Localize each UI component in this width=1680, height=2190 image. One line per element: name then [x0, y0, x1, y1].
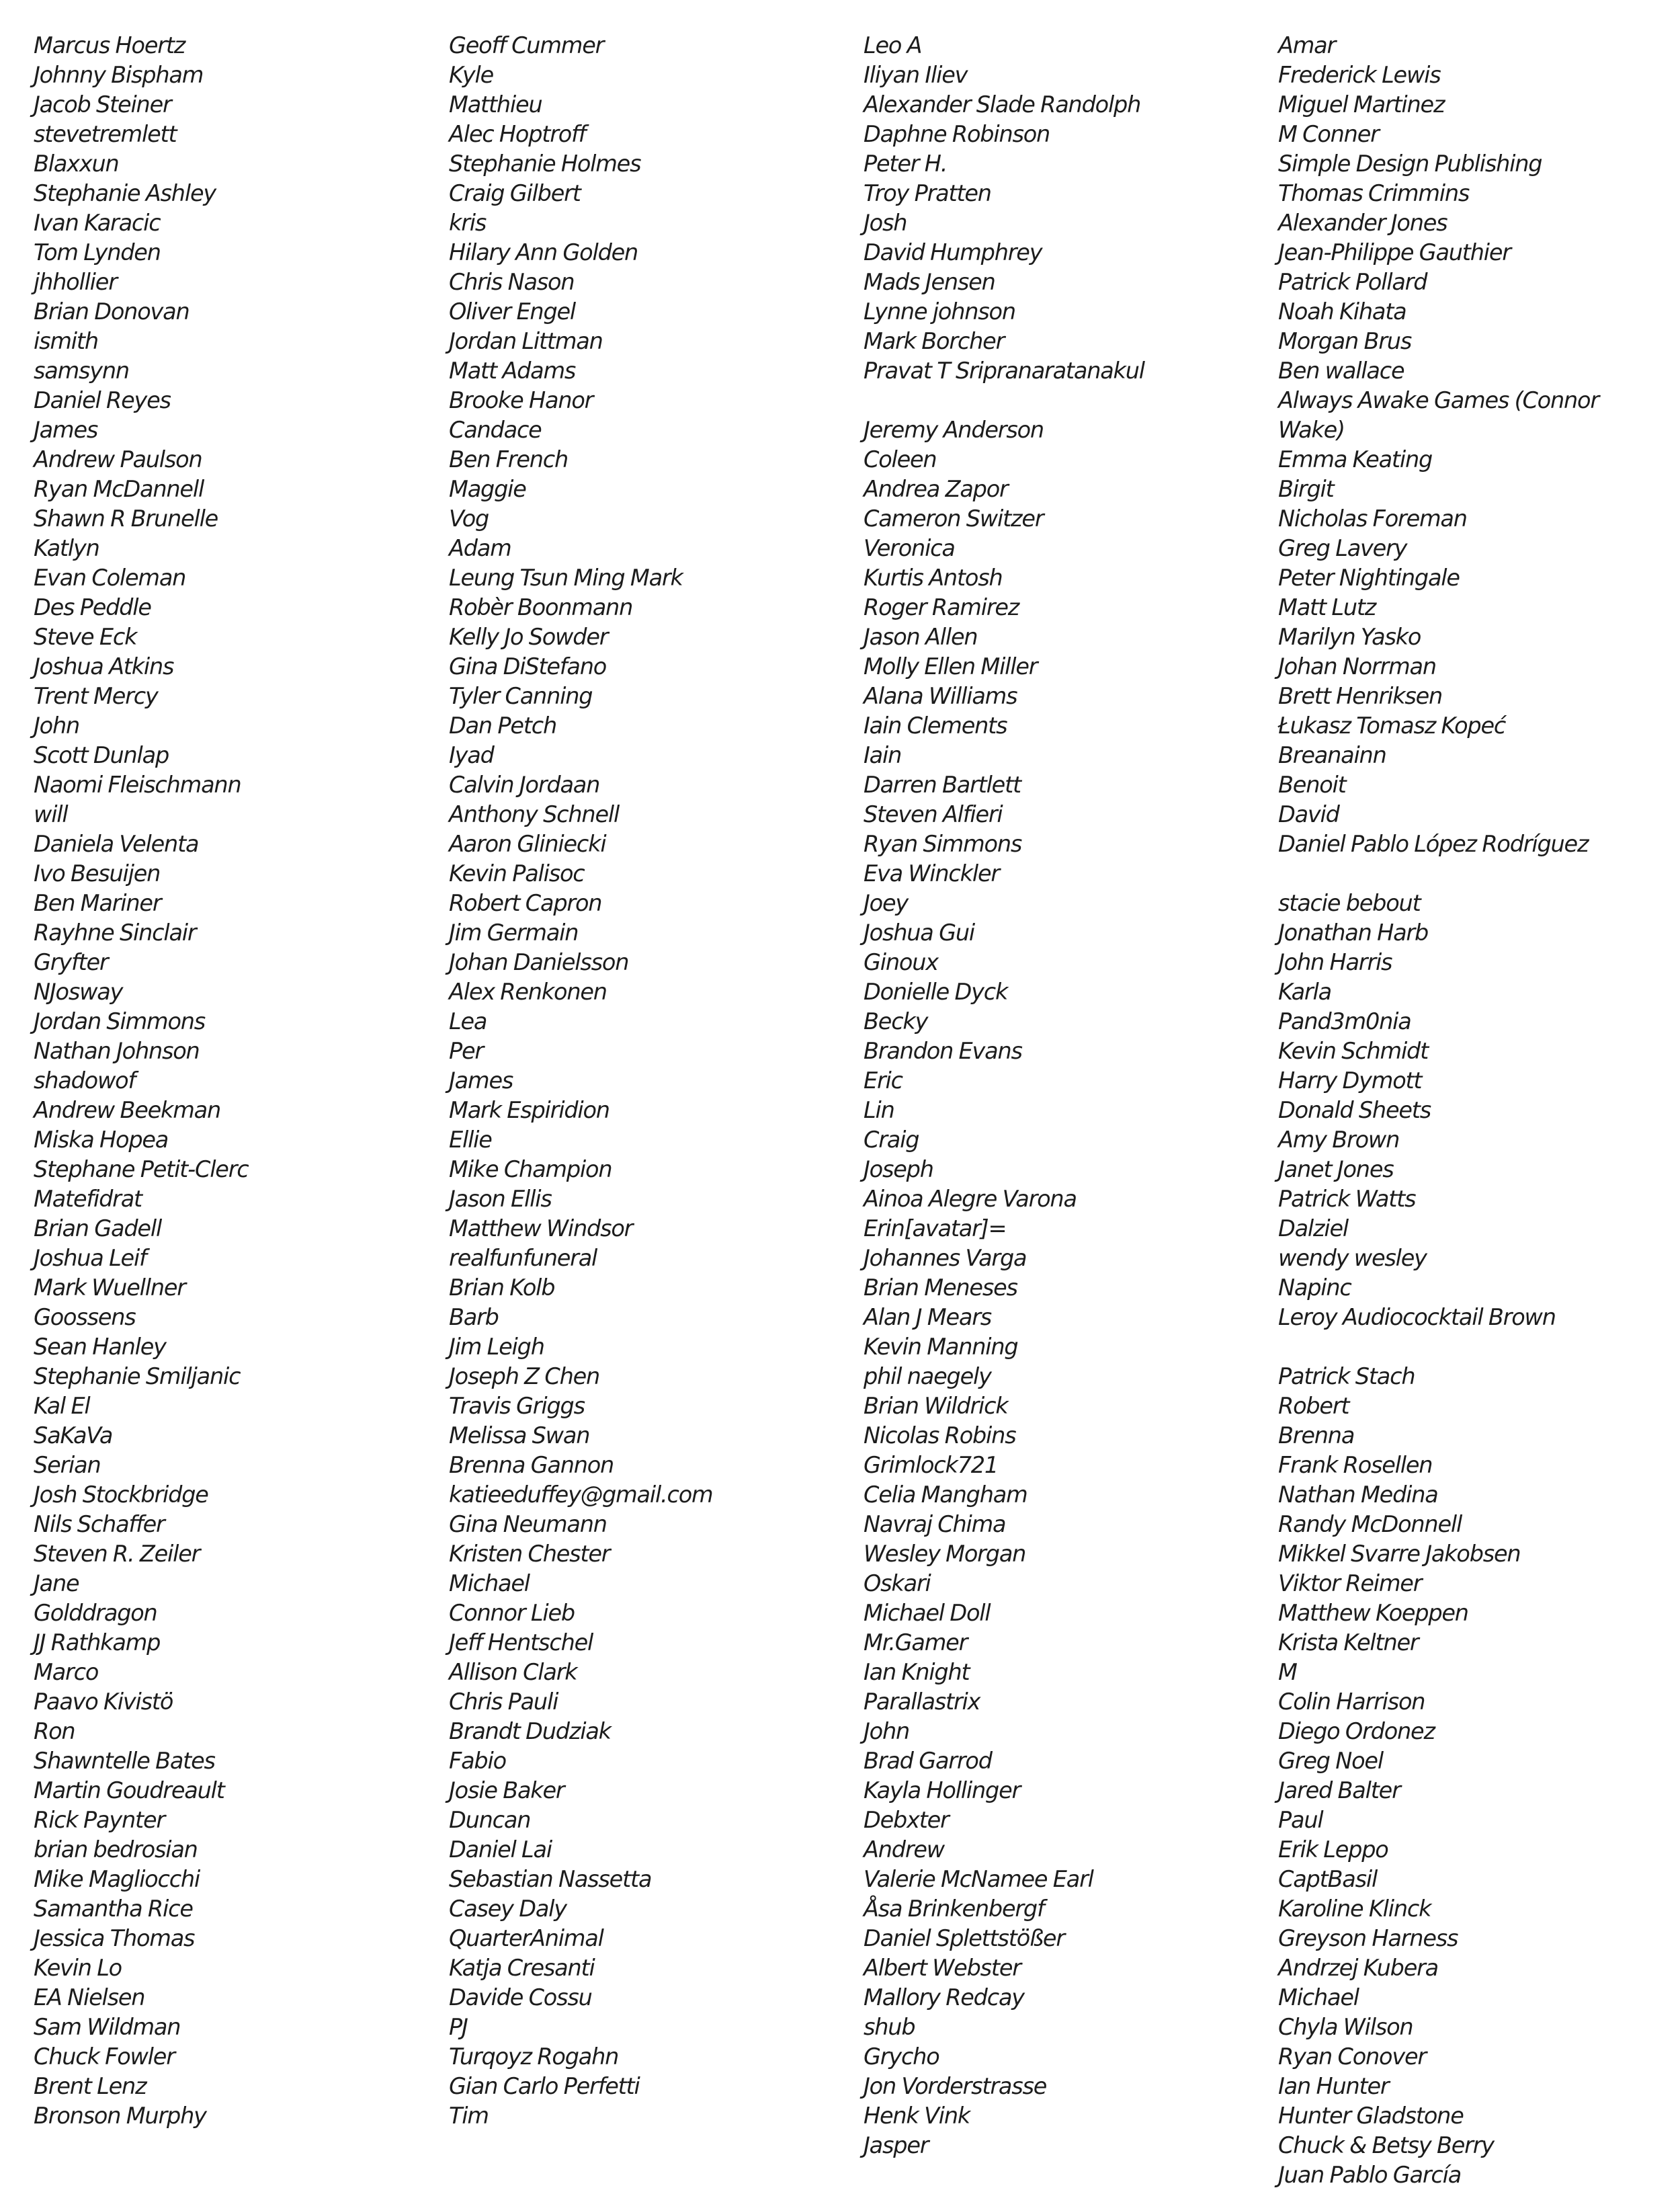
backer-name: Alexander Jones — [1278, 210, 1447, 236]
backer-name: Jeff Hentschel — [449, 1629, 593, 1656]
backer-name: Andrea Zapor — [864, 476, 1008, 502]
backer-name: Stephanie Ashley — [34, 180, 216, 206]
backer-name: Leo A — [864, 32, 922, 58]
backer-name: David — [1278, 801, 1339, 827]
backer-name: will — [34, 801, 68, 827]
backer-name: Breanainn — [1278, 742, 1386, 768]
backer-name: Rayhne Sinclair — [34, 920, 196, 946]
backer-name: Dan Petch — [449, 713, 557, 739]
backer-name: Nicholas Foreman — [1278, 505, 1467, 532]
backer-name: Viktor Reimer — [1278, 1570, 1422, 1596]
backer-name: Tom Lynden — [34, 239, 161, 266]
backer-name: John Harris — [1278, 949, 1392, 975]
backer-name: Marilyn Yasko — [1278, 624, 1421, 650]
backer-name: James — [449, 1067, 513, 1094]
backer-name: Kurtis Antosh — [864, 565, 1003, 591]
backer-name: Geoff Cummer — [449, 32, 604, 58]
backer-name: Karla — [1278, 979, 1331, 1005]
backer-name: JJ Rathkamp — [34, 1629, 161, 1656]
backer-name: Lynne johnson — [864, 298, 1015, 325]
backer-name: Jim Germain — [449, 920, 579, 946]
backer-name: Marcus Hoertz — [34, 32, 185, 58]
backer-name: Candace — [449, 417, 542, 443]
backer-name: Matthieu — [449, 91, 542, 118]
backer-name: Jacob Steiner — [34, 91, 171, 118]
backer-name: Tim — [449, 2103, 489, 2129]
backer-name: Oliver Engel — [449, 298, 576, 325]
backer-name: Jane — [34, 1570, 79, 1596]
backer-name: Duncan — [449, 1807, 531, 1833]
backer-name: Iliyan Iliev — [864, 62, 968, 88]
backer-name: Travis Griggs — [449, 1393, 585, 1419]
backer-name: Alan J Mears — [864, 1304, 992, 1330]
backer-name: Janet Jones — [1278, 1156, 1394, 1182]
backer-name: Brooke Hanor — [449, 387, 593, 413]
backer-name: Jasper — [864, 2132, 929, 2158]
backer-name: Robert Capron — [449, 890, 602, 916]
name-column-2 — [449, 31, 825, 2131]
backer-name: Jon Vorderstrasse — [864, 2073, 1047, 2099]
backer-name: Pravat T Sripranaratanakul — [864, 358, 1144, 384]
backer-name: Leung Tsun Ming Mark — [449, 565, 683, 591]
backer-name: Troy Pratten — [864, 180, 991, 206]
backer-name: Calvin Jordaan — [449, 772, 600, 798]
backer-name: Ivo Besuijen — [34, 860, 161, 887]
backer-name: Iain — [864, 742, 902, 768]
backer-name: Gina Neumann — [449, 1511, 607, 1537]
backer-name: PJ — [449, 2014, 468, 2040]
backer-name: CaptBasil — [1278, 1866, 1378, 1892]
backer-name: Joseph — [864, 1156, 933, 1182]
backer-name: Mike Magliocchi — [34, 1866, 200, 1892]
backer-name: Simple Design Publishing — [1278, 151, 1542, 177]
backer-name: Matt Adams — [449, 358, 576, 384]
backer-name: Martin Goudreault — [34, 1777, 224, 1803]
backer-name: Grycho — [864, 2043, 939, 2070]
backer-name: M — [1278, 1659, 1297, 1685]
backer-name: Connor Lieb — [449, 1600, 575, 1626]
backer-name: Kayla Hollinger — [864, 1777, 1021, 1803]
backer-name: Paavo Kivistö — [34, 1689, 173, 1715]
backer-name: NJosway — [34, 979, 123, 1005]
backer-name: Barb — [449, 1304, 499, 1330]
backer-name: Johnny Bispham — [34, 62, 204, 88]
backer-name: Johan Danielsson — [449, 949, 629, 975]
backer-name: Miguel Martinez — [1278, 91, 1445, 118]
backer-name: stacie bebout — [1278, 890, 1421, 916]
backer-name: Tyler Canning — [449, 683, 593, 709]
backer-name: Juan Pablo García — [1278, 2162, 1462, 2188]
backer-name: Ben French — [449, 446, 569, 473]
backer-name: Molly Ellen Miller — [864, 653, 1038, 680]
backer-name: Frederick Lewis — [1278, 62, 1441, 88]
backer-name: Łukasz Tomasz Kopeć — [1278, 713, 1506, 739]
backer-name: Kevin Manning — [864, 1334, 1018, 1360]
backer-name: Ian Knight — [864, 1659, 970, 1685]
backer-name: Goossens — [34, 1304, 136, 1330]
backer-name: Napinc — [1278, 1274, 1351, 1301]
backer-name: Michael — [1278, 1984, 1359, 2011]
backer-name: Robèr Boonmann — [449, 594, 633, 620]
backer-name: Morgan Brus — [1278, 328, 1412, 354]
backer-name: Josie Baker — [449, 1777, 564, 1803]
backer-name: Jordan Simmons — [34, 1008, 206, 1035]
backer-name: Mr.Gamer — [864, 1629, 968, 1656]
backer-name: Craig — [864, 1127, 919, 1153]
backer-name: Ryan Conover — [1278, 2043, 1426, 2070]
backer-name: Trent Mercy — [34, 683, 158, 709]
backer-name: Darren Bartlett — [864, 772, 1021, 798]
backer-name: Ian Hunter — [1278, 2073, 1389, 2099]
backer-name: Allison Clark — [449, 1659, 577, 1685]
backer-name: Nils Schaffer — [34, 1511, 165, 1537]
backer-name: shub — [864, 2014, 915, 2040]
backer-name: realfunfuneral — [449, 1245, 597, 1271]
backer-name: Peter Nightingale — [1278, 565, 1460, 591]
name-column-1 — [34, 31, 410, 2131]
backer-name: Josh — [864, 210, 907, 236]
backer-name: Per — [449, 1038, 483, 1064]
backer-name: Becky — [864, 1008, 928, 1035]
backer-name: Amar — [1278, 32, 1336, 58]
backer-name: Robert — [1278, 1393, 1349, 1419]
backer-name: Golddragon — [34, 1600, 157, 1626]
backer-name: samsynn — [34, 358, 129, 384]
backer-name: Patrick Stach — [1278, 1363, 1415, 1389]
backer-name: Brett Henriksen — [1278, 683, 1443, 709]
backer-name: Oskari — [864, 1570, 931, 1596]
backer-name: Naomi Fleischmann — [34, 772, 241, 798]
backer-name: Mark Wuellner — [34, 1274, 185, 1301]
backer-name: Greyson Harness — [1278, 1925, 1458, 1951]
backer-name: Kelly Jo Sowder — [449, 624, 608, 650]
backer-name: Coleen — [864, 446, 937, 473]
backer-name: Alec Hoptroff — [449, 121, 586, 147]
backer-name: Jean-Philippe Gauthier — [1278, 239, 1511, 266]
backer-name: Debxter — [864, 1807, 949, 1833]
backer-name: Scott Dunlap — [34, 742, 169, 768]
backer-name: Johan Norrman — [1278, 653, 1436, 680]
name-column-3 — [864, 31, 1240, 2160]
backer-name: SaKaVa — [34, 1422, 113, 1449]
backer-name: Alex Renkonen — [449, 979, 607, 1005]
backer-name: Matthew Koeppen — [1278, 1600, 1468, 1626]
backer-name: Kyle — [449, 62, 494, 88]
backer-name: Katja Cresanti — [449, 1955, 595, 1981]
backer-name: Celia Mangham — [864, 1482, 1027, 1508]
backer-name: Joshua Atkins — [34, 653, 174, 680]
backer-name: Marco — [34, 1659, 99, 1685]
backer-name: Brandon Evans — [864, 1038, 1022, 1064]
backer-name: Donald Sheets — [1278, 1097, 1431, 1123]
backer-name: Wesley Morgan — [864, 1541, 1026, 1567]
backer-name: Vog — [449, 505, 489, 532]
backer-name: Mikkel Svarre Jakobsen — [1278, 1541, 1521, 1567]
backer-name: Paul — [1278, 1807, 1323, 1833]
backer-name: Ryan McDannell — [34, 476, 204, 502]
backer-name: Valerie McNamee Earl — [864, 1866, 1093, 1892]
backer-name: Randy McDonnell — [1278, 1511, 1462, 1537]
backer-name: katieeduffey@gmail.com — [449, 1482, 713, 1508]
backer-name: wendy wesley — [1278, 1245, 1427, 1271]
backer-name: Kevin Schmidt — [1278, 1038, 1429, 1064]
backer-name: Brian Kolb — [449, 1274, 555, 1301]
backer-name: Albert Webster — [864, 1955, 1021, 1981]
backer-name: Ivan Karacic — [34, 210, 161, 236]
backer-name: Michael Doll — [864, 1600, 991, 1626]
name-column-4 — [1278, 31, 1654, 2190]
backer-name: Joey — [864, 890, 909, 916]
backer-name: Hilary Ann Golden — [449, 239, 638, 266]
backer-name: Gian Carlo Perfetti — [449, 2073, 640, 2099]
backer-name: Nathan Johnson — [34, 1038, 200, 1064]
backer-name: John — [34, 713, 80, 739]
backer-name: Mark Espiridion — [449, 1097, 610, 1123]
backer-name: Kal El — [34, 1393, 90, 1419]
backer-name: James — [34, 417, 98, 443]
backer-name: Maggie — [449, 476, 526, 502]
backer-name: Frank Rosellen — [1278, 1452, 1433, 1478]
backer-name: Michael — [449, 1570, 530, 1596]
backer-name: Gina DiStefano — [449, 653, 607, 680]
backer-name: Noah Kihata — [1278, 298, 1406, 325]
backer-name: Iain Clements — [864, 713, 1007, 739]
backer-name: Mads Jensen — [864, 269, 995, 295]
backer-name: Davide Cossu — [449, 1984, 592, 2011]
backer-name: Brian Donovan — [34, 298, 190, 325]
backer-name: Kevin Lo — [34, 1955, 122, 1981]
backer-name: Roger Ramirez — [864, 594, 1019, 620]
backer-name: Emma Keating — [1278, 446, 1433, 473]
backer-name: Harry Dymott — [1278, 1067, 1422, 1094]
backer-name: Ben wallace — [1278, 358, 1404, 384]
backer-name: Daniel Reyes — [34, 387, 171, 413]
backer-name: Kristen Chester — [449, 1541, 610, 1567]
backer-name: Casey Daly — [449, 1896, 566, 1922]
backer-name: Andrzej Kubera — [1278, 1955, 1439, 1981]
backer-name: Sean Hanley — [34, 1334, 166, 1360]
backer-name: Brad Garrod — [864, 1748, 992, 1774]
backer-name: Evan Coleman — [34, 565, 186, 591]
backer-name: Brent Lenz — [34, 2073, 146, 2099]
backer-name: Jonathan Harb — [1278, 920, 1429, 946]
backer-name: Steve Eck — [34, 624, 137, 650]
backer-name: stevetremlett — [34, 121, 177, 147]
backer-name: Daphne Robinson — [864, 121, 1050, 147]
backer-name: John — [864, 1718, 910, 1744]
backer-name: Greg Lavery — [1278, 535, 1407, 561]
backer-name: Ron — [34, 1718, 75, 1744]
backer-name: Peter H. — [864, 151, 948, 177]
backer-name: Ryan Simmons — [864, 831, 1022, 857]
backer-name: Adam — [449, 535, 511, 561]
backer-name: Steven R. Zeiler — [34, 1541, 200, 1567]
backer-name: Stephanie Smiljanic — [34, 1363, 241, 1389]
backer-name: jhhollier — [34, 269, 117, 295]
backer-name: Joshua Gui — [864, 920, 974, 946]
backer-name: Lin — [864, 1097, 894, 1123]
backer-name: Brenna Gannon — [449, 1452, 614, 1478]
backer-name: Chris Nason — [449, 269, 575, 295]
backer-name: Stephane Petit-Clerc — [34, 1156, 249, 1182]
backer-name: Ben Mariner — [34, 890, 161, 916]
backer-name: Mike Champion — [449, 1156, 612, 1182]
backer-name: Lea — [449, 1008, 487, 1035]
backer-name: Henk Vink — [864, 2103, 970, 2129]
backer-name: Always Awake Games (Connor Wake) — [1278, 387, 1599, 443]
backer-name: Navraj Chima — [864, 1511, 1006, 1537]
backer-name: Serian — [34, 1452, 101, 1478]
backer-name: kris — [449, 210, 487, 236]
backer-name: Daniela Velenta — [34, 831, 199, 857]
backer-name: Ellie — [449, 1127, 492, 1153]
backer-name: Samantha Rice — [34, 1896, 193, 1922]
backer-name: Brian Wildrick — [864, 1393, 1008, 1419]
backer-name: Blaxxun — [34, 151, 119, 177]
backer-name: Chyla Wilson — [1278, 2014, 1413, 2040]
backer-name: Diego Ordonez — [1278, 1718, 1435, 1744]
backer-name: Cameron Switzer — [864, 505, 1044, 532]
backer-name: Steven Alfieri — [864, 801, 1003, 827]
backer-name: Pand3m0nia — [1278, 1008, 1411, 1035]
backer-name: Alexander Slade Randolph — [864, 91, 1141, 118]
backer-name: Sebastian Nassetta — [449, 1866, 652, 1892]
backer-name: Daniel Lai — [449, 1836, 552, 1863]
backer-name: Erik Leppo — [1278, 1836, 1388, 1863]
backer-name: Alana Williams — [864, 683, 1017, 709]
backer-name: Josh Stockbridge — [34, 1482, 208, 1508]
backer-name: Jeremy Anderson — [864, 417, 1044, 443]
backer-name: Jessica Thomas — [34, 1925, 195, 1951]
backer-name: Fabio — [449, 1748, 506, 1774]
backer-name: Gryfter — [34, 949, 108, 975]
backer-name: Amy Brown — [1278, 1127, 1400, 1153]
backer-name: David Humphrey — [864, 239, 1042, 266]
backer-name: Jason Ellis — [449, 1186, 552, 1212]
backer-name: Matefidrat — [34, 1186, 142, 1212]
backer-name: Rick Paynter — [34, 1807, 165, 1833]
backer-name: Karoline Klinck — [1278, 1896, 1431, 1922]
backer-name: Daniel Pablo López Rodríguez — [1278, 831, 1589, 857]
backer-name: Brian Gadell — [34, 1215, 162, 1242]
backer-name: Greg Noel — [1278, 1748, 1383, 1774]
backer-name: Matthew Windsor — [449, 1215, 633, 1242]
backer-name: Johannes Varga — [864, 1245, 1027, 1271]
backer-name: brian bedrosian — [34, 1836, 198, 1863]
backer-name: Shawntelle Bates — [34, 1748, 215, 1774]
backer-name: shadowof — [34, 1067, 136, 1094]
backer-name: Joshua Leif — [34, 1245, 146, 1271]
backer-name: Jim Leigh — [449, 1334, 544, 1360]
backer-name: Daniel Splettstößer — [864, 1925, 1064, 1951]
backer-name: Chuck Fowler — [34, 2043, 175, 2070]
backer-name: Leroy Audiococktail Brown — [1278, 1304, 1556, 1330]
backer-name: Brenna — [1278, 1422, 1355, 1449]
backer-name: Joseph Z Chen — [449, 1363, 600, 1389]
backer-name: Nathan Medina — [1278, 1482, 1438, 1508]
backer-name: Patrick Pollard — [1278, 269, 1427, 295]
backer-name: Jordan Littman — [449, 328, 603, 354]
backer-name: Bronson Murphy — [34, 2103, 206, 2129]
backer-name: Thomas Crimmins — [1278, 180, 1470, 206]
backer-name: Iyad — [449, 742, 494, 768]
backer-name: Grimlock721 — [864, 1452, 999, 1478]
backer-name: Andrew Beekman — [34, 1097, 221, 1123]
backer-name: Veronica — [864, 535, 955, 561]
backer-name: phil naegely — [864, 1363, 991, 1389]
backer-name: Craig Gilbert — [449, 180, 581, 206]
backer-name: ismith — [34, 328, 98, 354]
backer-name: Melissa Swan — [449, 1422, 590, 1449]
backer-name: Aaron Gliniecki — [449, 831, 606, 857]
backer-name: Matt Lutz — [1278, 594, 1376, 620]
backer-name: Mark Borcher — [864, 328, 1005, 354]
backer-name: Shawn R Brunelle — [34, 505, 218, 532]
backer-name: Brandt Dudziak — [449, 1718, 611, 1744]
backer-name: Dalziel — [1278, 1215, 1349, 1242]
backer-name: EA Nielsen — [34, 1984, 145, 2011]
backer-name: Donielle Dyck — [864, 979, 1008, 1005]
backer-name: Chuck & Betsy Berry — [1278, 2132, 1494, 2158]
backer-name: Jared Balter — [1278, 1777, 1400, 1803]
backer-name: Ainoa Alegre Varona — [864, 1186, 1077, 1212]
backer-name: Hunter Gladstone — [1278, 2103, 1464, 2129]
backer-name: Eric — [864, 1067, 902, 1094]
backer-name: Andrew — [864, 1836, 944, 1863]
backer-name: Katlyn — [34, 535, 99, 561]
backer-name: Ginoux — [864, 949, 938, 975]
backer-name: Eva Winckler — [864, 860, 999, 887]
backer-name: Åsa Brinkenbergf — [864, 1896, 1044, 1922]
backer-name: Stephanie Holmes — [449, 151, 641, 177]
backer-name: Brian Meneses — [864, 1274, 1017, 1301]
backer-name: Patrick Watts — [1278, 1186, 1416, 1212]
backer-name: Sam Wildman — [34, 2014, 181, 2040]
backer-name: Kevin Palisoc — [449, 860, 585, 887]
backer-name: Des Peddle — [34, 594, 151, 620]
backer-name: Nicolas Robins — [864, 1422, 1016, 1449]
backer-name: Miska Hopea — [34, 1127, 169, 1153]
backer-name: Krista Keltner — [1278, 1629, 1419, 1656]
backer-name: Colin Harrison — [1278, 1689, 1425, 1715]
backer-name: QuarterAnimal — [449, 1925, 603, 1951]
backer-name: Mallory Redcay — [864, 1984, 1024, 2011]
backer-name: Parallastrix — [864, 1689, 980, 1715]
backer-name: Andrew Paulson — [34, 446, 202, 473]
backer-name: Chris Pauli — [449, 1689, 558, 1715]
backer-name: Benoit — [1278, 772, 1346, 798]
backer-name: M Conner — [1278, 121, 1379, 147]
backer-name: Anthony Schnell — [449, 801, 620, 827]
backer-name: Birgit — [1278, 476, 1334, 502]
backer-name: Turqoyz Rogahn — [449, 2043, 619, 2070]
backer-name: Jason Allen — [864, 624, 978, 650]
backer-name: Erin[avatar]= — [864, 1215, 1007, 1242]
